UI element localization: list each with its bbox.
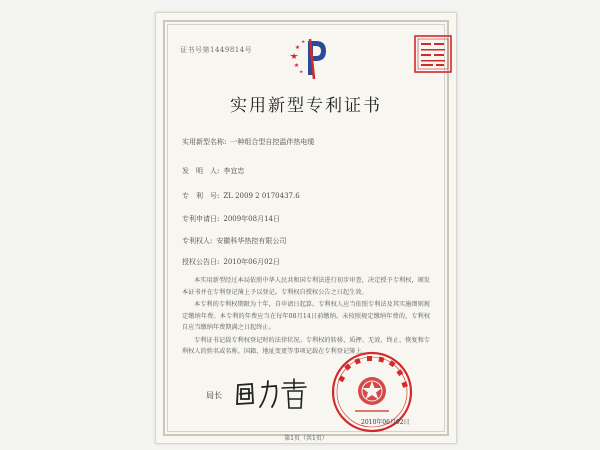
- field-grant-date: [182, 257, 280, 267]
- field-label: 专利申请日:: [182, 215, 220, 223]
- field-label: 实用新型名称:: [182, 138, 227, 146]
- patent-certificate: [155, 12, 457, 444]
- certificate-body: [182, 275, 430, 359]
- field-label: 专 利 号:: [182, 192, 220, 200]
- certificate-number: 证书号第1449814号: [180, 46, 253, 54]
- field-value: 2010年06月02日: [223, 258, 280, 266]
- field-label: 发 明 人:: [182, 167, 220, 175]
- field-inventor: [182, 166, 244, 176]
- certificate-title: 实用新型专利证书: [230, 96, 382, 116]
- body-paragraph: 专利证书记载专利权登记时的法律状况。专利权的转移、质押、无效、终止、恢复和专利权人的姓名或名称、国籍、地址变更等事项记载在专利登记簿上。: [182, 336, 430, 355]
- field-label: 专利权人:: [182, 237, 213, 245]
- body-paragraph: 本实用新型经过本局依照中华人民共和国专利法进行初步审查，决定授予专利权，颁发本证书并在专利登记簿上予以登记。专利权自授权公告之日起生效。: [182, 277, 430, 296]
- patent-office-emblem-icon: [286, 35, 332, 81]
- field-value: 安徽科华热控有限公司: [216, 237, 287, 245]
- field-value: 一种组合型自控温伴热电缆: [230, 138, 315, 146]
- field-patentee: [182, 236, 286, 246]
- seal-date: 2010年06月02日: [361, 419, 410, 426]
- page-number: 第1页（共1页）: [284, 435, 328, 442]
- field-patent-number: [182, 191, 300, 201]
- field-value: 2009年08月14日: [223, 215, 280, 223]
- field-label: 授权公告日:: [182, 258, 220, 266]
- body-paragraph: 本专利的专利权期限为十年，自申请日起算。专利权人应当依照专利法及其实施细则规定缴纳年费。本专利的年费应当在每年08月14日前缴纳。未按照规定缴纳年费的，专利权自应当缴纳年费期满之日起终止。: [182, 301, 430, 331]
- director-label: 局长: [206, 391, 222, 400]
- field-value: ZL 2009 2 0170437.6: [223, 192, 300, 200]
- small-red-seal-icon: [412, 33, 454, 75]
- field-utility-model-name: [182, 137, 314, 147]
- director-signature: [232, 377, 312, 411]
- field-value: 李宜忠: [223, 167, 245, 175]
- field-application-date: [182, 214, 280, 224]
